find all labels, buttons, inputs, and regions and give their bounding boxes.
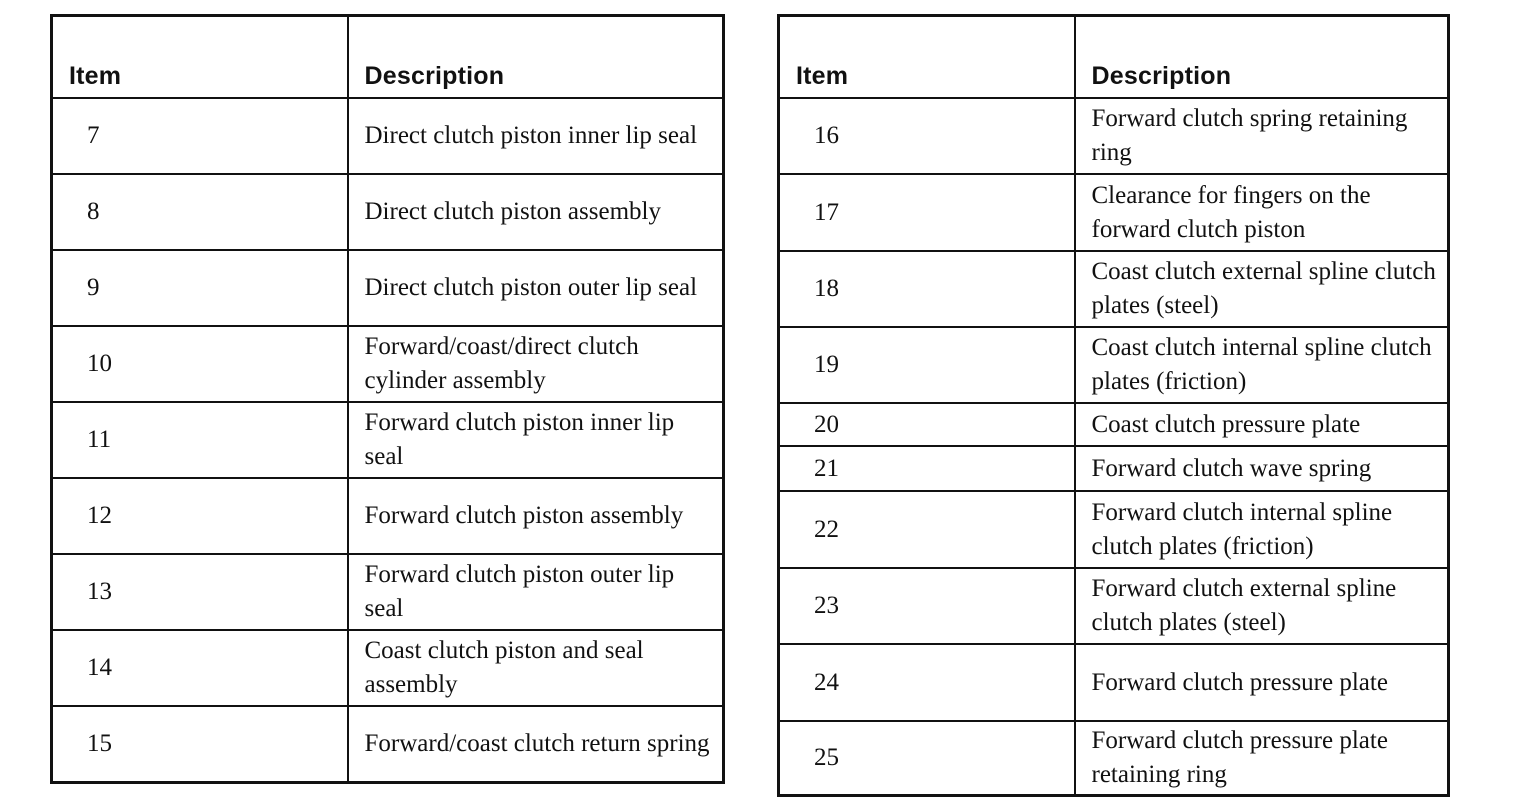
item-description: Forward clutch pressure plate retaining ring (1075, 721, 1449, 795)
item-description: Direct clutch piston inner lip seal (348, 98, 724, 174)
item-description: Forward clutch piston inner lip seal (348, 402, 724, 478)
item-description: Forward/coast/direct clutch cylinder assembly (348, 326, 724, 402)
item-number: 22 (779, 491, 1075, 568)
item-number: 13 (52, 554, 348, 630)
item-description: Coast clutch piston and seal assembly (348, 630, 724, 706)
table-header-row (52, 16, 724, 99)
parts-table-right (777, 14, 1450, 797)
table-row (52, 250, 724, 326)
item-description: Forward clutch pressure plate (1075, 644, 1449, 721)
table-row (52, 98, 724, 174)
table-row (52, 478, 724, 554)
table-row (779, 568, 1449, 644)
table-row (779, 491, 1449, 568)
table-row (779, 721, 1449, 795)
item-number: 14 (52, 630, 348, 706)
item-number: 25 (779, 721, 1075, 795)
item-number: 7 (52, 98, 348, 174)
table-row (779, 174, 1449, 251)
item-number: 24 (779, 644, 1075, 721)
table-row (779, 98, 1449, 174)
item-description: Direct clutch piston assembly (348, 174, 724, 250)
table-row (52, 630, 724, 706)
item-column-header: Item (779, 16, 1075, 99)
table-row (52, 174, 724, 250)
item-description: Forward clutch spring retaining ring (1075, 98, 1449, 174)
item-number: 15 (52, 706, 348, 782)
table-row (52, 326, 724, 402)
item-number: 21 (779, 446, 1075, 491)
item-description: Direct clutch piston outer lip seal (348, 250, 724, 326)
item-number: 23 (779, 568, 1075, 644)
item-number: 20 (779, 403, 1075, 446)
item-number: 9 (52, 250, 348, 326)
item-number: 11 (52, 402, 348, 478)
item-description: Clearance for fingers on the forward clutch piston (1075, 174, 1449, 251)
description-column-header: Description (1075, 16, 1449, 99)
item-number: 8 (52, 174, 348, 250)
item-description: Forward clutch internal spline clutch plates (friction) (1075, 491, 1449, 568)
table-row (52, 706, 724, 782)
item-description: Coast clutch pressure plate (1075, 403, 1449, 446)
item-description: Coast clutch external spline clutch plates (steel) (1075, 251, 1449, 327)
item-number: 10 (52, 326, 348, 402)
table-header-row (779, 16, 1449, 99)
item-description: Forward clutch piston assembly (348, 478, 724, 554)
table-row (779, 251, 1449, 327)
item-number: 16 (779, 98, 1075, 174)
item-number: 19 (779, 327, 1075, 403)
item-description: Forward clutch external spline clutch plates (steel) (1075, 568, 1449, 644)
item-number: 18 (779, 251, 1075, 327)
item-description: Forward clutch piston outer lip seal (348, 554, 724, 630)
item-description: Forward/coast clutch return spring (348, 706, 724, 782)
parts-table-left (50, 14, 725, 784)
item-number: 17 (779, 174, 1075, 251)
table-row (779, 644, 1449, 721)
table-row (779, 446, 1449, 491)
table-row (52, 554, 724, 630)
table-row (52, 402, 724, 478)
item-column-header: Item (52, 16, 348, 99)
item-description: Coast clutch internal spline clutch plates (friction) (1075, 327, 1449, 403)
item-description: Forward clutch wave spring (1075, 446, 1449, 491)
item-number: 12 (52, 478, 348, 554)
table-row (779, 403, 1449, 446)
description-column-header: Description (348, 16, 724, 99)
table-row (779, 327, 1449, 403)
